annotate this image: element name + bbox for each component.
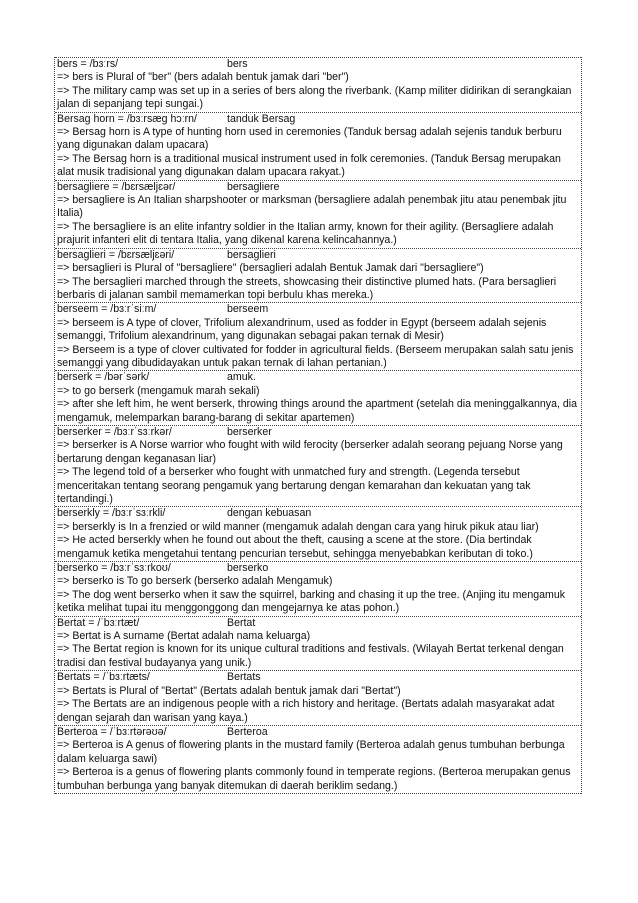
entry-pronunciation: berserko = /bɜːrˈsɜːrkoʊ/	[57, 562, 171, 575]
entry-pronunciation: berserkly = /bɜːrˈsɜːrkli/	[57, 507, 166, 520]
entry-example: => Berteroa is a genus of flowering plants commonly found in temperate regions. (Berteroa merupakan genus tumbuhan berbunga yang banyak ditemukan di daerah beriklim sedang.)	[57, 766, 571, 792]
entry-definition: => bersagliere is An Italian sharpshooter or marksman (bersagliere adalah penembak jitu atau penembak jitu Italia)	[57, 194, 567, 220]
entry-pronunciation: bersagliere = /bɛrsæljɛər/	[57, 180, 176, 193]
entry-translation: amuk.	[227, 371, 256, 384]
entry-translation: Bertats	[227, 671, 261, 684]
entry-example: => The military camp was set up in a series of bers along the riverbank. (Kamp militer didirikan di serangkaian jalan di sepanjang tepi sungai.)	[57, 84, 572, 111]
entry-definition: => berserker is A Norse warrior who fought with wild ferocity (berserker adalah seorang pejuang Norse yang bertarung dengan keganasan liar)	[57, 439, 563, 465]
entry-header	[55, 58, 581, 71]
entry-pronunciation: Bertat = /ˈbɜːrtæt/	[57, 616, 140, 629]
entry-header	[55, 303, 581, 316]
entry-definition: => berseem is A type of clover, Trifolium alexandrinum, used as fodder in Egypt (berseem adalah sejenis semanggi, Trifolium alexandrinum, yang digunakan sebagai pakan ternak di Mesir)	[57, 316, 547, 343]
entry-example: => after she left him, he went berserk, throwing things around the apartment (setelah dia meninggalkannya, dia mengamuk, melemparkan barang-barang di sekitar apartemen)	[57, 398, 577, 424]
entry-translation: berserko	[227, 562, 269, 575]
entry-header	[55, 113, 581, 126]
entry-header	[55, 507, 581, 520]
entry-example: => The bersagliere is an elite infantry soldier in the Italian army, known for their agility. (Bersagliere adalah prajurit infanteri elit di tentara Italia, yang dikenal karena kelincahannya.)	[57, 220, 554, 247]
entry-definition: => Bertat is A surname (Bertat adalah nama keluarga)	[57, 630, 311, 643]
entry-definition: => to go berserk (mengamuk marah sekali)	[57, 384, 260, 397]
entry-translation: Bertat	[227, 616, 256, 629]
entry-header	[55, 671, 581, 684]
entry-example: => Berseem is a type of clover cultivated for fodder in agricultural fields. (Berseem merupakan salah satu jenis semanggi yang dibudidayakan untuk pakan ternak di lahan pertanian.)	[57, 343, 574, 369]
dictionary-entry	[55, 371, 581, 426]
entry-definition: => berserko is To go berserk (berserko adalah Mengamuk)	[57, 575, 333, 588]
dictionary-entry	[55, 113, 581, 181]
entry-definition: => Berteroa is A genus of flowering plants in the mustard family (Berteroa adalah genus tumbuhan berbunga dalam keluarga sawi)	[57, 739, 565, 765]
dictionary-entry	[55, 671, 581, 726]
entry-example: => The legend told of a berserker who fought with unmatched fury and strength. (Legenda tersebut menceritakan tentang seorang pengamuk yang bertarung dengan kemarahan dan kekuatan yang tak tertandingi.)	[57, 466, 531, 505]
entry-example: => The dog went berserko when it saw the squirrel, barking and chasing it up the tree. (Anjing itu mengamuk ketika melihat tupai itu menggonggong dan mengejarnya ke atas pohon.)	[57, 588, 566, 615]
entry-definition: => Bersag horn is A type of hunting horn used in ceremonies (Tanduk bersag adalah sejenis tanduk berburu yang digunakan dalam upacara)	[57, 126, 562, 152]
entry-header	[55, 181, 581, 194]
dictionary-entry	[55, 57, 581, 113]
dictionary-entry	[55, 303, 581, 371]
dictionary-entry	[55, 426, 581, 507]
entry-header	[55, 562, 581, 575]
entry-translation: bersagliere	[227, 180, 280, 193]
dictionary-entry	[55, 617, 581, 672]
entry-header	[55, 371, 581, 384]
entry-header	[55, 617, 581, 630]
entry-translation: tanduk Bersag	[227, 112, 296, 125]
entry-example: => The bersaglieri marched through the streets, showcasing their distinctive plumed hats. (Para bersaglieri berbaris di jalanan sambil memamerkan topi berbulu khas mereka.)	[57, 275, 557, 301]
entry-pronunciation: berserker = /bɜːrˈsɜːrkər/	[57, 425, 172, 438]
entry-example: => The Bertat region is known for its unique cultural traditions and festivals. (Wilayah Bertat terkenal dengan tradisi dan festival budayanya yang unik.)	[57, 643, 564, 669]
entry-pronunciation: berseem = /bɜːrˈsiːm/	[57, 303, 157, 316]
entry-example: => The Bertats are an indigenous people with a rich history and heritage. (Bertats adalah masyarakat adat dengan sejarah dan warisan yang kaya.)	[57, 698, 555, 724]
entry-definition: => bers is Plural of "ber" (bers adalah bentuk jamak dari "ber")	[57, 71, 349, 84]
entry-translation: berserker	[227, 425, 272, 438]
dictionary-entry	[55, 562, 581, 617]
entry-translation: berseem	[227, 303, 269, 316]
dictionary-page	[54, 57, 582, 794]
entry-example: => He acted berserkly when he found out about the theft, causing a scene at the store. (Dia bertindak mengamuk ketika mengetahui tentang pencurian tersebut, sehingga menyebabkan keributan di toko.)	[57, 534, 533, 560]
entry-pronunciation: Bertats = /ˈbɜːrtæts/	[57, 671, 150, 684]
entry-header	[55, 249, 581, 262]
entry-translation: dengan kebuasan	[227, 507, 312, 520]
entry-translation: bers	[227, 58, 248, 70]
entry-pronunciation: bers = /bɜːrs/	[57, 58, 119, 70]
dictionary-entry	[55, 726, 581, 794]
entry-definition: => Bertats is Plural of "Bertat" (Bertats adalah bentuk jamak dari "Bertat")	[57, 684, 401, 697]
entry-example: => The Bersag horn is a traditional musical instrument used in folk ceremonies. (Tanduk Bersag merupakan alat musik tradisional yang digunakan dalam upacara rakyat.)	[57, 152, 561, 179]
dictionary-entry	[55, 507, 581, 562]
entry-pronunciation: berserk = /bərˈsərk/	[57, 371, 150, 384]
entry-definition: => bersaglieri is Plural of "bersagliere" (bersaglieri adalah Bentuk Jamak dari "bersagliere")	[57, 262, 484, 275]
dictionary-entry	[55, 249, 581, 304]
entry-pronunciation: Bersag horn = /bɜːrsæg hɔːrn/	[57, 112, 197, 125]
entry-header	[55, 426, 581, 439]
entry-header	[55, 726, 581, 739]
entry-definition: => berserkly is In a frenzied or wild manner (mengamuk adalah dengan cara yang hiruk pikuk atau liar)	[57, 520, 539, 533]
entry-translation: bersaglieri	[227, 248, 276, 261]
entry-pronunciation: Berteroa = /ˈbɜːrtərəʊə/	[57, 725, 167, 738]
entry-translation: Berteroa	[227, 725, 268, 738]
dictionary-entry	[55, 181, 581, 249]
entry-pronunciation: bersaglieri = /bɛrsæljɛəri/	[57, 248, 175, 261]
